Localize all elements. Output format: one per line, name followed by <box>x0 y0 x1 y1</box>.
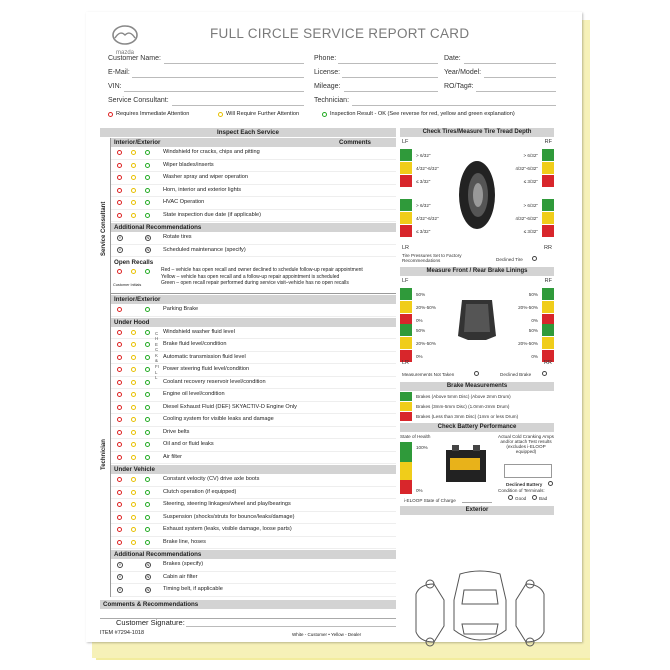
vin-line[interactable] <box>124 91 304 92</box>
email-label: E-Mail: <box>108 69 130 76</box>
tread-range-label: > 6/32" <box>523 153 538 158</box>
item-number: ITEM #7294-1018 <box>100 630 145 636</box>
checklist-row <box>111 414 396 427</box>
tread-range-label: 50% <box>528 292 538 297</box>
recall-green-circle[interactable] <box>145 269 150 274</box>
status-circle[interactable] <box>145 380 150 385</box>
tread-range-label: 4/32"-6/32" <box>416 216 439 221</box>
technician-side-label: Technician <box>101 439 107 470</box>
battery-header: Check Battery Performance <box>400 423 554 432</box>
checklist-row <box>111 377 396 390</box>
status-circle[interactable] <box>131 213 136 218</box>
checklist-item-label: Oil and or fluid leaks <box>163 441 214 447</box>
tires-block: LF RF > 6/32" > 6/32" 4/32"-6/32" 4/32"-6/32" ≤ 3/32" ≤ 3/32" > 6/32" > 6/32" 4/32"-6/32" 4/32"-6/32" ≤ 3/32" ≤ 3/32" LR RR Tire Pressures Set to Factory Recommendations Declined Tire <box>402 139 552 263</box>
checklist-row <box>111 172 396 185</box>
status-circle[interactable] <box>117 490 122 495</box>
checklist-row <box>111 427 396 440</box>
checklist-row <box>111 197 396 210</box>
status-circle[interactable] <box>117 540 122 545</box>
status-circle[interactable] <box>131 455 136 460</box>
checklist-item-label: Drive belts <box>163 428 190 435</box>
checklist-item-label: Timing belt, if applicable <box>163 586 223 592</box>
tread-color-bar[interactable] <box>542 162 554 174</box>
legend-red: Requires Immediate Attention <box>108 111 189 117</box>
yes-circle[interactable]: Y <box>118 561 122 567</box>
brake-measurements-block: Brakes (Above 5mm Disc) (Above 2mm Drum) Brakes (3mm-5mm Disc) (1.0mm-2mm Drum) Brakes (Less than 3mm Disc) (1mm or less Drum) <box>400 391 554 423</box>
checklist-item-label: Brakes (specify) <box>163 561 204 567</box>
checklist-row <box>111 572 396 585</box>
yes-circle[interactable]: Y <box>118 247 122 252</box>
status-circle[interactable] <box>145 540 150 545</box>
checklist-item-label: Exhaust system (leaks, visible damage, loose parts) <box>163 526 292 532</box>
checklist-item-label: HVAC Operation <box>163 199 205 205</box>
service-consultant-side-label: Service Consultant <box>101 201 107 256</box>
declined-battery-circle[interactable] <box>548 481 553 486</box>
license-label: License: <box>314 69 341 76</box>
status-circle[interactable] <box>117 188 122 193</box>
open-recalls-header: Open Recalls <box>111 258 396 267</box>
status-circle[interactable] <box>145 502 150 507</box>
yes-circle[interactable]: Y <box>118 574 122 579</box>
sc-additional-header: Additional Recommendations <box>111 223 396 232</box>
checklist-item-label: Scheduled maintenance (specify) <box>163 246 246 253</box>
status-circle[interactable] <box>145 163 150 168</box>
measurement-column <box>400 128 554 515</box>
tread-range-label: 0% <box>416 318 423 323</box>
no-circle[interactable]: N <box>146 561 150 567</box>
checklist-row <box>111 402 396 415</box>
status-circle[interactable] <box>117 200 122 205</box>
inspect-header: Inspect Each Service <box>100 128 396 137</box>
tread-color-bar[interactable] <box>400 175 412 187</box>
status-circle[interactable] <box>145 417 150 422</box>
tread-range-label: 0% <box>531 354 538 359</box>
checklist-item-label: Air filter <box>163 453 182 460</box>
tread-color-bar[interactable] <box>400 212 412 224</box>
tread-color-bar[interactable] <box>400 337 412 349</box>
tread-range-label: 4/32"-6/32" <box>416 166 439 171</box>
no-circle[interactable]: N <box>146 574 150 579</box>
comments-header: Comments & Recommendations <box>100 600 396 609</box>
status-circle[interactable] <box>131 330 136 335</box>
checklist-item-label: Wiper blades/inserts <box>163 161 214 168</box>
checklist-row <box>111 584 396 597</box>
status-circle[interactable] <box>145 342 150 347</box>
checklist-item-label: Diesel Exhaust Fluid (DEF) SKYACTIV-D Engine Only <box>163 403 297 410</box>
ro-tag-line[interactable] <box>476 91 556 92</box>
year-model-label: Year/Model: <box>444 69 482 76</box>
checklist-row <box>111 147 396 160</box>
tread-color-bar[interactable] <box>400 301 412 313</box>
status-circle[interactable] <box>145 330 150 335</box>
status-circle[interactable] <box>131 527 136 532</box>
checklist-item-label: Steering, steering linkages/wheel and play/bearings <box>163 501 291 507</box>
status-circle[interactable] <box>145 430 150 435</box>
checklist-item-label: Coolant recovery reservoir level/condition <box>163 378 266 385</box>
signature-label: Customer Signature: <box>116 618 185 627</box>
yellow-circle-icon <box>218 112 223 117</box>
status-circle[interactable] <box>131 342 136 347</box>
status-circle[interactable] <box>145 175 150 180</box>
status-circle[interactable] <box>145 405 150 410</box>
tread-range-label: 0% <box>531 318 538 323</box>
status-circle[interactable] <box>145 527 150 532</box>
technician-label: Technician: <box>314 97 350 104</box>
status-circle[interactable] <box>131 392 136 397</box>
status-circle[interactable] <box>145 188 150 193</box>
mazda-logo-icon <box>106 22 144 56</box>
status-circle[interactable] <box>117 380 122 385</box>
legend-green: Inspection Result - OK (See reverse for red, yellow and green explanation) <box>322 111 515 117</box>
no-circle[interactable]: N <box>146 234 150 240</box>
technician-block <box>101 293 396 597</box>
status-circle[interactable] <box>131 175 136 180</box>
tread-range-label: 50% <box>528 328 538 333</box>
yes-circle[interactable]: Y <box>118 586 122 592</box>
tread-range-label: 0% <box>416 354 423 359</box>
service-consultant-block <box>101 138 396 293</box>
brake-pad-icon <box>456 296 498 342</box>
tire-icon <box>456 159 498 231</box>
checklist-item-label: Parking Brake <box>163 306 199 312</box>
check-fill-label: CHECK & FILL <box>155 330 159 381</box>
status-circle[interactable] <box>145 367 150 372</box>
status-circle[interactable] <box>131 540 136 545</box>
tech-additional-header: Additional Recommendations <box>111 550 396 559</box>
tread-range-label: 20%-50% <box>518 305 538 310</box>
battery-icon <box>444 442 488 484</box>
tread-color-bar[interactable] <box>542 337 554 349</box>
status-circle[interactable] <box>145 477 150 482</box>
tread-range-label: ≤ 3/32" <box>416 179 431 184</box>
tread-range-label: 50% <box>416 328 426 333</box>
status-circle[interactable] <box>117 367 122 372</box>
status-circle[interactable] <box>117 150 122 155</box>
tread-range-label: ≤ 3/32" <box>523 229 538 234</box>
checklist-item-label: Constant velocity (CV) drive axle boots <box>163 476 260 482</box>
status-circle[interactable] <box>145 392 150 397</box>
checklist-item-label: Clutch operation (if equipped) <box>163 488 237 495</box>
cca-input-box[interactable] <box>504 464 552 478</box>
tread-color-bar[interactable] <box>400 225 412 237</box>
status-circle[interactable] <box>131 477 136 482</box>
checklist-item-label: Windshield washer fluid level <box>163 328 235 335</box>
status-circle[interactable] <box>117 455 122 460</box>
tread-color-bar[interactable] <box>542 212 554 224</box>
checklist-row <box>111 487 396 500</box>
tread-color-bar[interactable] <box>542 149 554 161</box>
tread-color-bar[interactable] <box>400 288 412 300</box>
tread-range-label: 4/32"-6/32" <box>515 216 538 221</box>
tread-range-label: 4/32"-6/32" <box>515 166 538 171</box>
no-circle[interactable]: N <box>146 247 150 252</box>
signature-line[interactable] <box>186 626 396 627</box>
status-circle[interactable] <box>117 405 122 410</box>
status-circle[interactable] <box>131 188 136 193</box>
phone-line[interactable] <box>338 63 438 64</box>
tires-header: Check Tires/Measure Tire Tread Depth <box>400 128 554 137</box>
status-circle[interactable] <box>117 175 122 180</box>
checklist-row <box>111 232 396 245</box>
inspection-column <box>100 128 396 609</box>
date-line[interactable] <box>464 63 556 64</box>
status-circle[interactable] <box>131 430 136 435</box>
checklist-row <box>111 524 396 537</box>
tread-color-bar[interactable] <box>542 324 554 336</box>
checklist-row <box>111 559 396 572</box>
checklist-item-label: Cabin air filter <box>163 573 198 580</box>
service-consultant-label: Service Consultant: <box>108 97 169 104</box>
status-circle[interactable] <box>131 355 136 360</box>
recall-yellow-circle[interactable] <box>131 269 136 274</box>
green-circle-icon <box>322 112 327 117</box>
status-circle[interactable] <box>131 200 136 205</box>
phone-label: Phone: <box>314 55 337 62</box>
checklist-item-label: Suspension (shocks/struts for bounce/leaks/damage) <box>163 513 295 520</box>
terminal-good-circle[interactable] <box>508 495 513 500</box>
tread-range-label: ≤ 3/32" <box>416 229 431 234</box>
tread-range-label: 20%-50% <box>416 341 436 346</box>
checklist-row <box>111 537 396 550</box>
status-circle[interactable] <box>117 163 122 168</box>
legend-yellow: Will Require Further Attention <box>218 111 299 117</box>
sc-interior-header: Interior/Exterior Comments <box>111 138 396 147</box>
tread-range-label: ≤ 3/32" <box>523 179 538 184</box>
status-circle[interactable] <box>117 527 122 532</box>
page-title: FULL CIRCLE SERVICE REPORT CARD <box>210 26 470 41</box>
status-circle[interactable] <box>145 455 150 460</box>
status-circle[interactable] <box>131 502 136 507</box>
status-circle[interactable] <box>117 502 122 507</box>
date-label: Date: <box>444 55 461 62</box>
checklist-row <box>111 452 396 465</box>
email-line[interactable] <box>132 77 304 78</box>
checklist-item-label: Brake fluid level/condition <box>163 341 227 347</box>
checklist-item-label: Windshield for cracks, chips and pitting <box>163 149 260 155</box>
mileage-label: Mileage: <box>314 83 341 90</box>
ro-tag-label: RO/Tag#: <box>444 83 474 90</box>
vin-label: VIN: <box>108 83 122 90</box>
no-circle[interactable]: N <box>146 586 150 592</box>
checklist-row <box>111 439 396 452</box>
status-circle[interactable] <box>145 213 150 218</box>
checklist-row <box>111 245 396 258</box>
terminal-bad-circle[interactable] <box>532 495 537 500</box>
status-circle[interactable] <box>131 490 136 495</box>
open-recalls-block <box>111 267 396 293</box>
brake-linings-block: LF RF 50% 50% 20%-50% 20%-50% 0% 0% 50% 50% 20%-50% 20%-50% 0% 0% LR RR Measurements Not Taken Declined Brake <box>402 278 552 377</box>
battery-block: State of Health 100% 0% Actual Cold Cranking Amps and/or attach Test results (excludes i-ELOOP equipped) Declined Battery Condition of Terminals: Good Bad i-ELOOP State of Charge <box>400 434 554 503</box>
checklist-row <box>111 160 396 173</box>
checklist-item-label: State inspection due date (if applicable) <box>163 211 261 218</box>
checklist-row <box>111 339 396 352</box>
tread-range-label: > 6/32" <box>523 203 538 208</box>
checklist-item-label: Rotate tires <box>163 234 192 240</box>
checklist-row <box>111 499 396 512</box>
status-circle[interactable] <box>117 330 122 335</box>
recall-explanations: Red – vehicle has open recall and owner declined to schedule follow-up repair appointment Yellow – vehicle has open recall and a follow-up repair appointment is scheduled Green – open recall repair performed during service visit–vehicle has no open recalls <box>161 267 363 286</box>
tread-color-bar[interactable] <box>400 199 412 211</box>
recall-red-circle[interactable] <box>117 269 122 274</box>
tread-color-bar[interactable] <box>400 162 412 174</box>
license-line[interactable] <box>342 77 438 78</box>
declined-brake-circle[interactable] <box>542 371 547 376</box>
service-consultant-line[interactable] <box>172 105 304 106</box>
technician-line[interactable] <box>352 105 556 106</box>
checklist-item-label: Engine oil level/condition <box>163 391 225 397</box>
year-model-line[interactable] <box>484 77 556 78</box>
status-circle[interactable] <box>131 380 136 385</box>
status-circle[interactable] <box>145 442 150 447</box>
checklist-item-label: Cooling system for visible leaks and damage <box>163 416 274 422</box>
status-circle[interactable] <box>117 392 122 397</box>
copies-note: White - Customer • Yellow - Dealer <box>292 632 362 637</box>
checklist-row <box>111 185 396 198</box>
status-circle[interactable] <box>131 442 136 447</box>
status-circle[interactable] <box>117 307 122 312</box>
status-circle[interactable] <box>117 442 122 447</box>
status-circle[interactable] <box>117 477 122 482</box>
status-circle[interactable] <box>117 515 122 520</box>
checklist-row <box>111 512 396 525</box>
checklist-item-label: Power steering fluid level/condition <box>163 366 250 372</box>
status-circle[interactable] <box>117 355 122 360</box>
status-circle[interactable] <box>145 200 150 205</box>
red-circle-icon <box>108 112 113 117</box>
mileage-line[interactable] <box>344 91 438 92</box>
tread-color-bar[interactable] <box>542 199 554 211</box>
status-circle[interactable] <box>117 430 122 435</box>
status-circle[interactable] <box>117 342 122 347</box>
not-taken-circle[interactable] <box>474 371 479 376</box>
checklist-item-label: Brake line, hoses <box>163 538 206 545</box>
declined-tire-circle[interactable] <box>532 256 537 261</box>
tread-range-label: 50% <box>416 292 426 297</box>
checklist-item-label: Washer spray and wiper operation <box>163 174 248 180</box>
tread-color-bar[interactable] <box>400 324 412 336</box>
checklist-row <box>111 364 396 377</box>
status-circle[interactable] <box>145 490 150 495</box>
under-vehicle-header: Under Vehicle <box>111 465 396 474</box>
checklist-item-label: Horn, interior and exterior lights <box>163 186 242 193</box>
customer-name-line[interactable] <box>164 63 304 64</box>
customer-initials-label: Customer Initials <box>113 283 142 287</box>
status-circle[interactable] <box>117 417 122 422</box>
tread-range-label: 20%-50% <box>518 341 538 346</box>
status-circle[interactable] <box>131 163 136 168</box>
exterior-header: Exterior <box>400 506 554 515</box>
tech-interior-header: Interior/Exterior <box>111 295 396 304</box>
status-circle[interactable] <box>131 515 136 520</box>
report-card-sheet <box>86 12 582 642</box>
checklist-row <box>111 474 396 487</box>
yes-circle[interactable]: Y <box>118 234 122 240</box>
brake-measurements-header: Brake Measurements <box>400 382 554 391</box>
status-circle[interactable] <box>131 367 136 372</box>
tread-range-label: > 6/32" <box>416 153 431 158</box>
checklist-row <box>111 389 396 402</box>
checklist-item-label: Automatic transmission fluid level <box>163 353 246 360</box>
checklist-row <box>111 210 396 223</box>
tread-range-label: > 6/32" <box>416 203 431 208</box>
status-circle[interactable] <box>145 355 150 360</box>
tread-color-bar[interactable] <box>400 149 412 161</box>
status-circle[interactable] <box>145 307 150 312</box>
checklist-row <box>111 327 396 340</box>
status-circle[interactable] <box>131 150 136 155</box>
checklist-row <box>111 304 396 317</box>
status-circle[interactable] <box>117 213 122 218</box>
status-circle[interactable] <box>131 405 136 410</box>
tread-range-label: 20%-50% <box>416 305 436 310</box>
status-circle[interactable] <box>145 515 150 520</box>
brakes-header: Measure Front / Rear Brake Linings <box>400 267 554 276</box>
vehicle-diagram-icon[interactable] <box>410 570 550 650</box>
status-circle[interactable] <box>131 417 136 422</box>
under-hood-header: Under Hood <box>111 318 396 327</box>
tread-color-bar[interactable] <box>542 225 554 237</box>
tread-color-bar[interactable] <box>542 288 554 300</box>
customer-name-label: Customer Name: <box>108 55 161 62</box>
svg-text:mazda: mazda <box>115 50 135 56</box>
checklist-row <box>111 352 396 365</box>
status-circle[interactable] <box>145 150 150 155</box>
tread-color-bar[interactable] <box>542 301 554 313</box>
tread-color-bar[interactable] <box>542 175 554 187</box>
